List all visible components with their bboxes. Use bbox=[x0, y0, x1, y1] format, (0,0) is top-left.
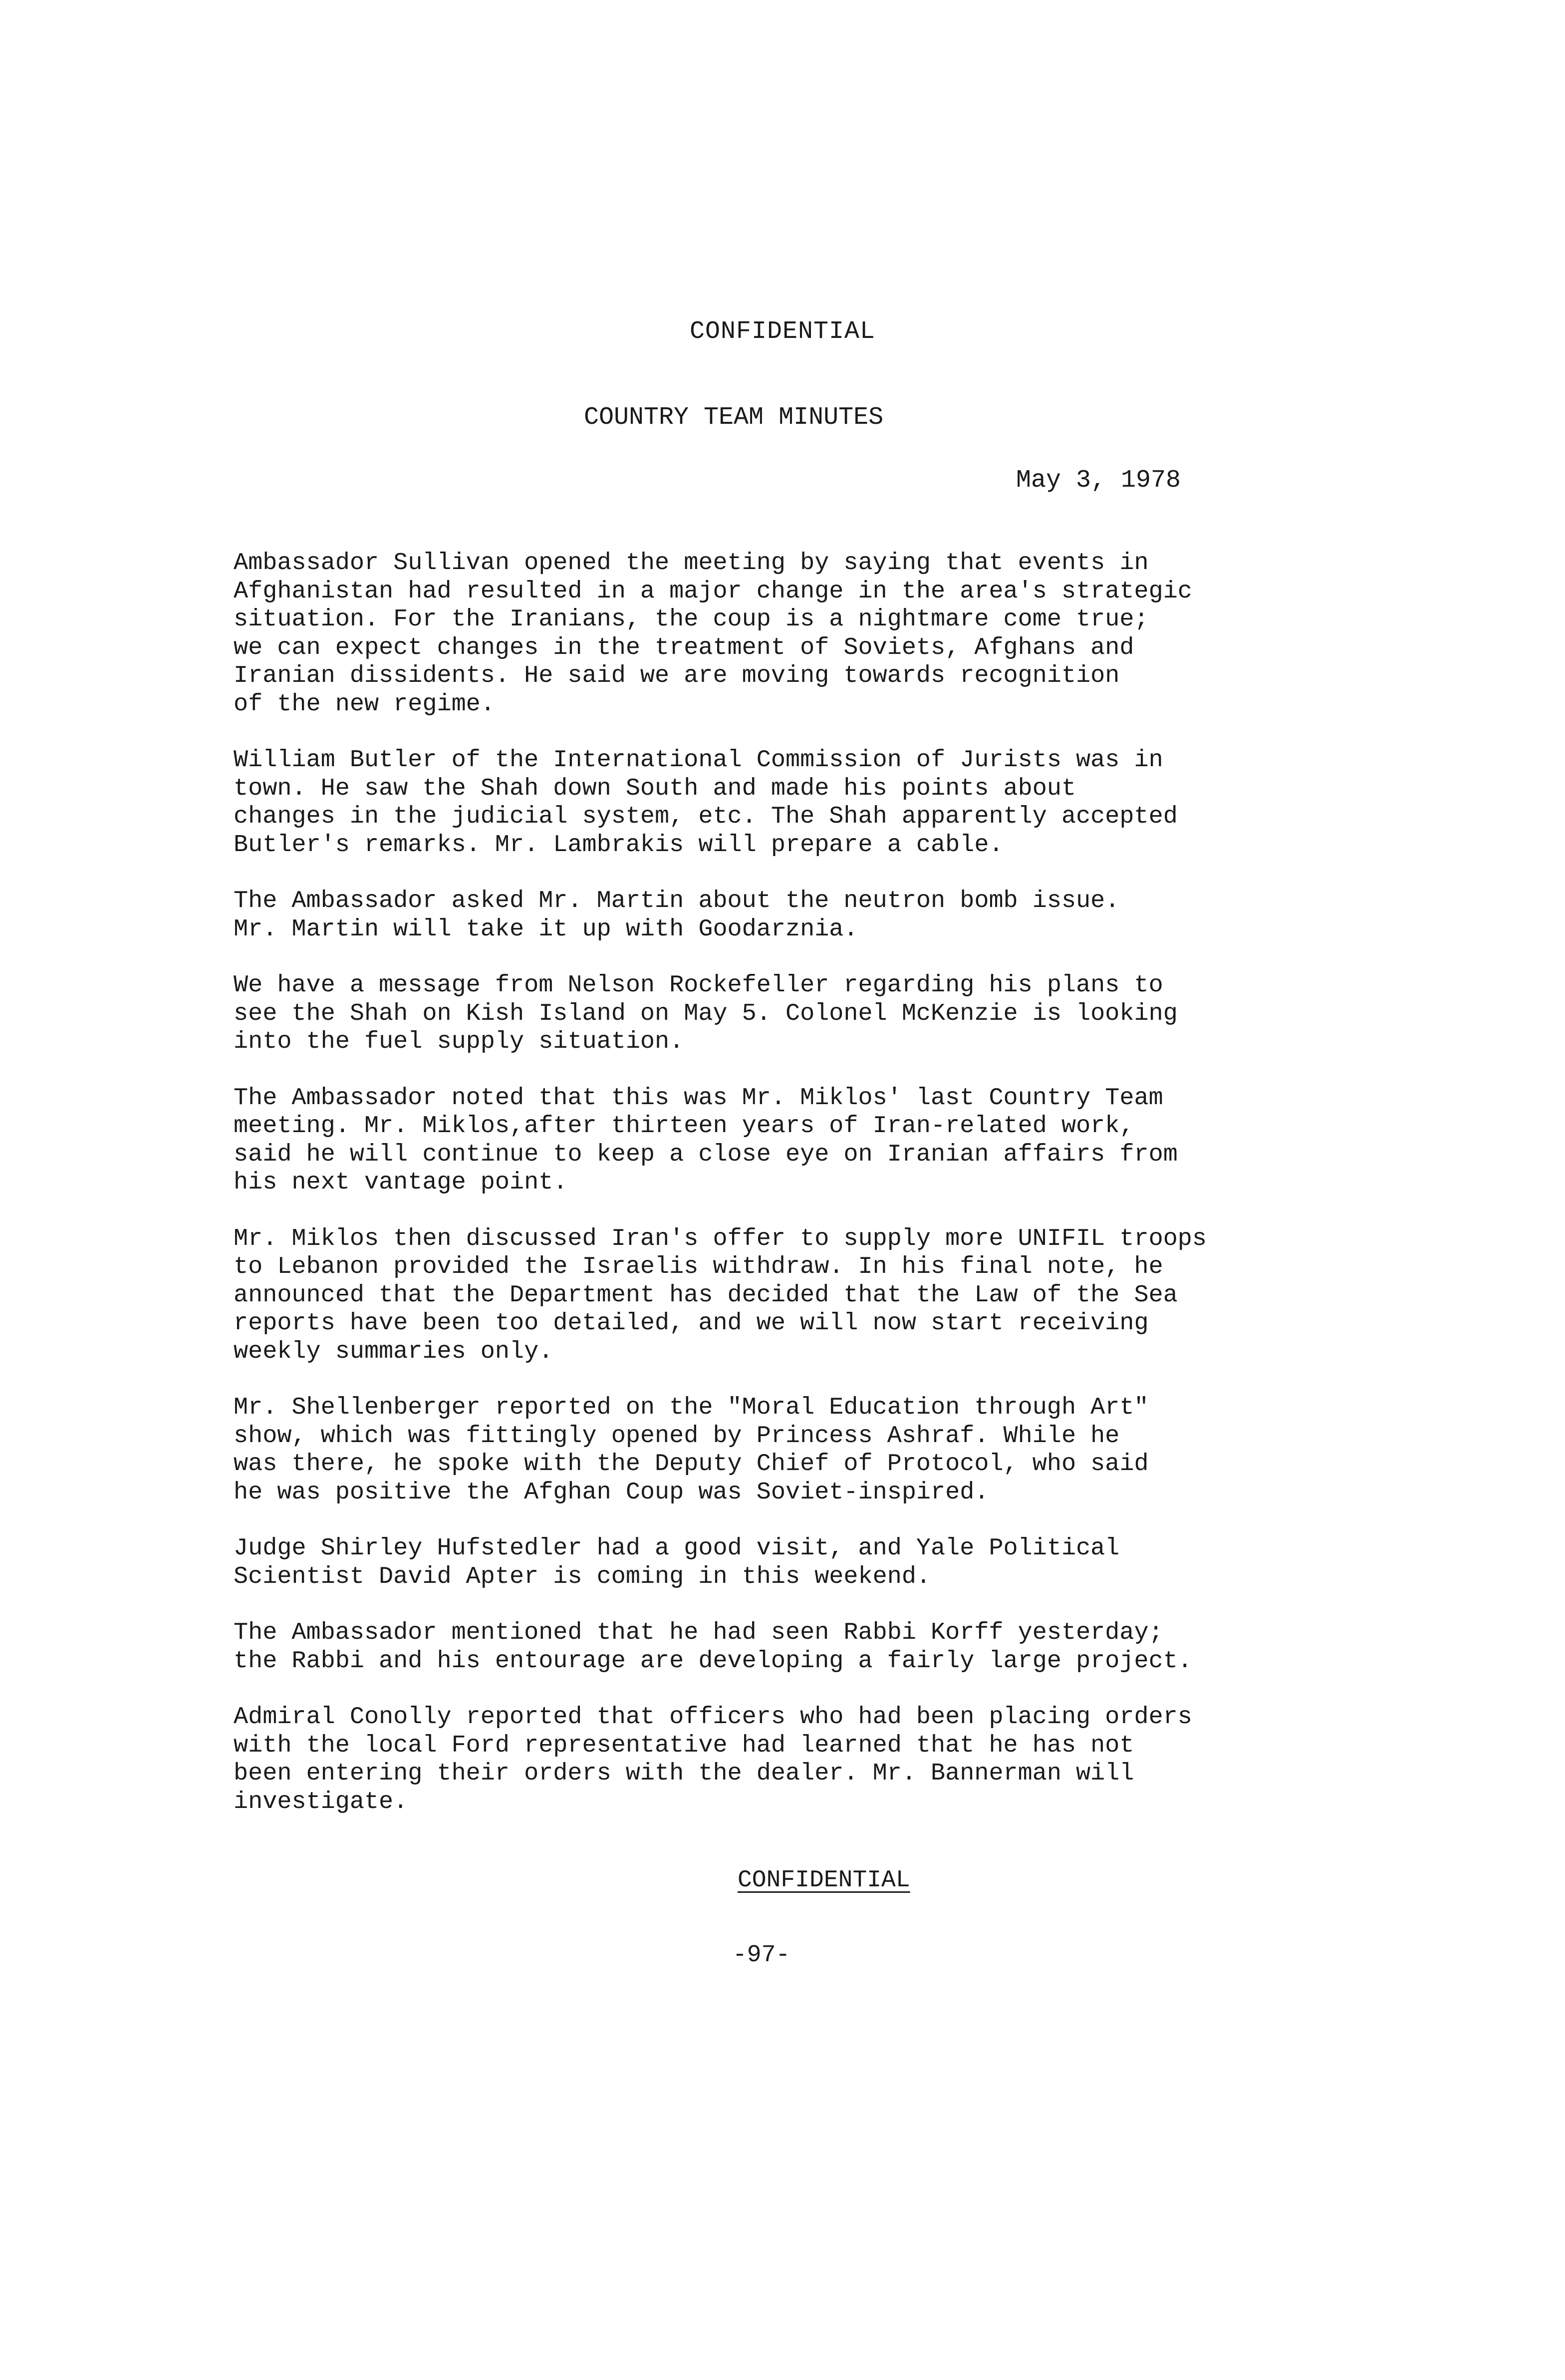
paragraph-line: to Lebanon provided the Israelis withdraw. In his final note, he bbox=[234, 1253, 1163, 1280]
paragraph-line: the Rabbi and his entourage are developing a fairly large project. bbox=[234, 1647, 1192, 1675]
minutes-paragraph bbox=[234, 1225, 1371, 1366]
minutes-body bbox=[234, 549, 1371, 1844]
classification-header-text: CONFIDENTIAL bbox=[689, 317, 876, 346]
paragraph-line: Mr. Martin will take it up with Goodarznia. bbox=[234, 915, 858, 943]
paragraph-line: Scientist David Apter is coming in this weekend. bbox=[234, 1562, 931, 1590]
paragraph-line: reports have been too detailed, and we will now start receiving bbox=[234, 1309, 1149, 1337]
paragraph-line: weekly summaries only. bbox=[234, 1337, 553, 1365]
paragraph-line: his next vantage point. bbox=[234, 1169, 568, 1196]
paragraph-line: Butler's remarks. Mr. Lambrakis will prepare a cable. bbox=[234, 831, 1004, 859]
paragraph-line: Judge Shirley Hufstedler had a good visit, and Yale Political bbox=[234, 1534, 1120, 1562]
paragraph-line: of the new regime. bbox=[234, 690, 495, 718]
minutes-paragraph bbox=[234, 1394, 1371, 1506]
minutes-paragraph bbox=[234, 1619, 1371, 1675]
paragraph-line: meeting. Mr. Miklos,after thirteen years of Iran-related work, bbox=[234, 1112, 1134, 1140]
paragraph-line: town. He saw the Shah down South and made his points about bbox=[234, 774, 1076, 802]
paragraph-line: was there, he spoke with the Deputy Chief of Protocol, who said bbox=[234, 1450, 1149, 1478]
paragraph-line: Ambassador Sullivan opened the meeting by saying that events in bbox=[234, 549, 1149, 577]
paragraph-line: Iranian dissidents. He said we are moving towards recognition bbox=[234, 662, 1120, 689]
paragraph-line: The Ambassador noted that this was Mr. Miklos' last Country Team bbox=[234, 1084, 1163, 1112]
minutes-paragraph bbox=[234, 549, 1371, 718]
minutes-paragraph bbox=[234, 887, 1371, 943]
paragraph-line: The Ambassador mentioned that he had seen Rabbi Korff yesterday; bbox=[234, 1619, 1163, 1646]
classification-header bbox=[0, 317, 1565, 346]
minutes-paragraph bbox=[234, 1534, 1371, 1591]
paragraph-line: Afghanistan had resulted in a major change in the area's strategic bbox=[234, 577, 1192, 605]
paragraph-line: announced that the Department has decided that the Law of the Sea bbox=[234, 1281, 1178, 1309]
minutes-paragraph bbox=[234, 746, 1371, 859]
paragraph-line: show, which was fittingly opened by Princess Ashraf. While he bbox=[234, 1422, 1120, 1450]
paragraph-line: been entering their orders with the dealer. Mr. Bannerman will bbox=[234, 1760, 1134, 1787]
paragraph-line: said he will continue to keep a close eye on Iranian affairs from bbox=[234, 1140, 1178, 1168]
paragraph-line: see the Shah on Kish Island on May 5. Colonel McKenzie is looking bbox=[234, 999, 1178, 1027]
paragraph-line: We have a message from Nelson Rockefeller regarding his plans to bbox=[234, 971, 1163, 999]
minutes-paragraph bbox=[234, 1084, 1371, 1197]
paragraph-line: with the local Ford representative had learned that he has not bbox=[234, 1731, 1134, 1759]
document-title: COUNTRY TEAM MINUTES bbox=[584, 403, 884, 432]
minutes-paragraph bbox=[234, 971, 1371, 1056]
document-date: May 3, 1978 bbox=[1016, 466, 1181, 495]
paragraph-line: Mr. Shellenberger reported on the "Moral Education through Art" bbox=[234, 1394, 1149, 1421]
paragraph-line: changes in the judicial system, etc. The Shah apparently accepted bbox=[234, 803, 1178, 830]
paragraph-line: into the fuel supply situation. bbox=[234, 1028, 684, 1055]
paragraph-line: William Butler of the International Commission of Jurists was in bbox=[234, 746, 1163, 774]
classification-footer: CONFIDENTIAL bbox=[738, 1867, 910, 1894]
paragraph-line: Admiral Conolly reported that officers who had been placing orders bbox=[234, 1703, 1192, 1731]
paragraph-line: situation. For the Iranians, the coup is a nightmare come true; bbox=[234, 605, 1149, 633]
paragraph-line: investigate. bbox=[234, 1787, 408, 1815]
paragraph-line: The Ambassador asked Mr. Martin about the neutron bomb issue. bbox=[234, 887, 1120, 914]
page-number: -97- bbox=[733, 1942, 790, 1969]
paragraph-line: we can expect changes in the treatment of Soviets, Afghans and bbox=[234, 633, 1134, 661]
minutes-paragraph bbox=[234, 1703, 1371, 1816]
paragraph-line: he was positive the Afghan Coup was Soviet-inspired. bbox=[234, 1478, 989, 1506]
paragraph-line: Mr. Miklos then discussed Iran's offer to supply more UNIFIL troops bbox=[234, 1224, 1207, 1252]
